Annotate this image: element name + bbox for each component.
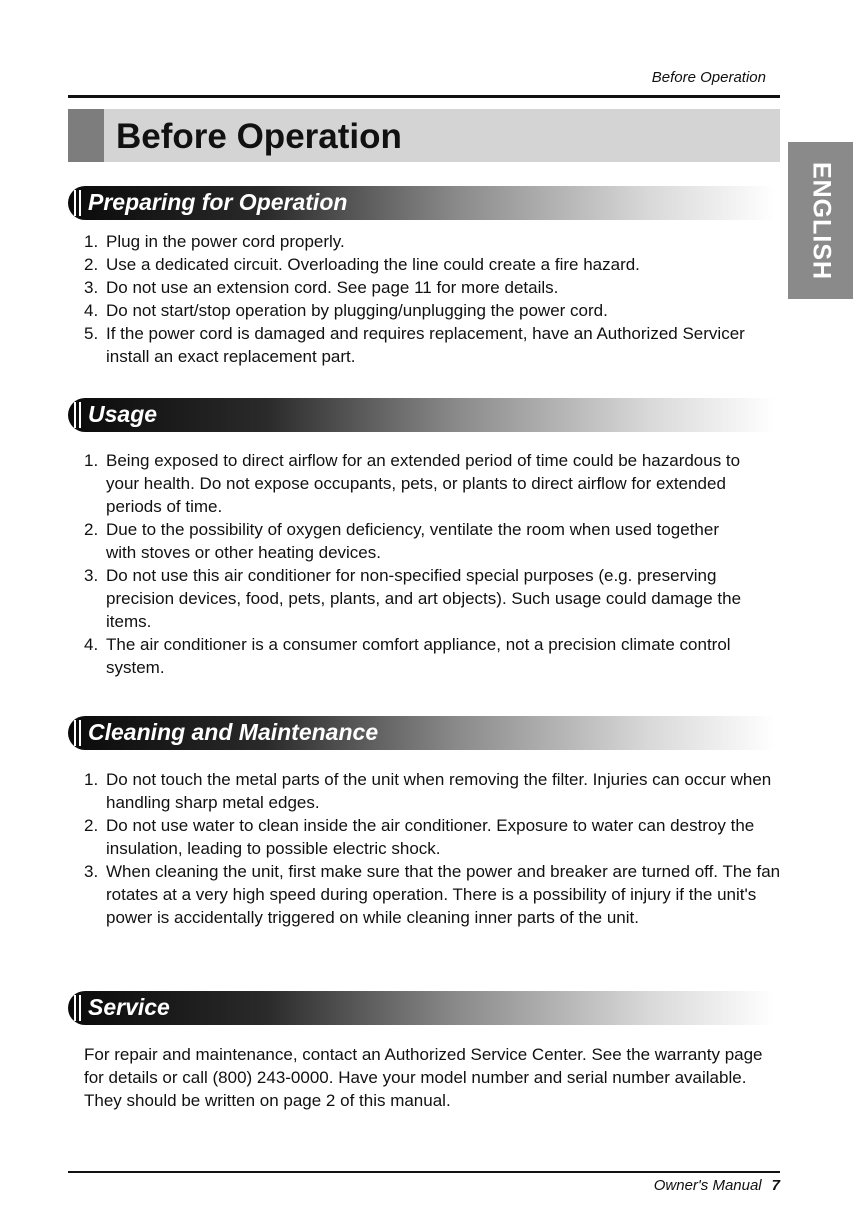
- page-title-bar: [68, 109, 780, 162]
- item-text: Use a dedicated circuit. Overloading the line could create a fire hazard.: [106, 255, 640, 274]
- page-title: Before Operation: [116, 117, 402, 156]
- item-number: 4.: [84, 301, 99, 320]
- usage-list: [84, 449, 784, 679]
- item-number: 3.: [84, 278, 99, 297]
- list-item: [84, 518, 784, 564]
- list-item: [84, 860, 784, 929]
- item-number: 5.: [84, 324, 99, 343]
- list-item: [84, 814, 784, 860]
- item-number: 3.: [84, 566, 99, 585]
- title-accent-block: [68, 109, 104, 162]
- item-text: Do not use this air conditioner for non-specified special purposes (e.g. preserving precision devices, food, pets, plants, and art objects). Such usage could damage the items.: [106, 566, 742, 631]
- language-tab: [788, 142, 853, 299]
- item-text: Do not start/stop operation by plugging/unplugging the power cord.: [106, 301, 608, 320]
- item-text: Do not touch the metal parts of the unit when removing the filter. Injuries can occur when handling sharp metal edges.: [106, 770, 772, 812]
- list-item: [84, 768, 784, 814]
- item-number: 1.: [84, 770, 99, 789]
- list-item: [84, 299, 784, 322]
- section-header-preparing: [68, 186, 775, 220]
- section-title: Preparing for Operation: [88, 189, 348, 215]
- section-title: Service: [88, 994, 170, 1020]
- footer-label: Owner's Manual: [653, 1177, 762, 1194]
- footer-rule: [68, 1171, 780, 1173]
- cleaning-list: [84, 768, 784, 929]
- language-tab-label: ENGLISH: [807, 161, 835, 280]
- list-item: [84, 276, 784, 299]
- list-item: [84, 230, 784, 253]
- footer: [654, 1177, 780, 1194]
- item-text: Being exposed to direct airflow for an extended period of time could be hazardous to your health. Do not expose occupants, pets, or plants to direct airflow for extended periods of time.: [106, 451, 741, 516]
- item-number: 1.: [84, 232, 99, 251]
- list-item: [84, 633, 784, 679]
- section-title: Cleaning and Maintenance: [88, 719, 379, 745]
- item-number: 4.: [84, 635, 99, 654]
- preparing-list: [84, 230, 784, 368]
- list-item: [84, 564, 784, 633]
- item-text: Do not use an extension cord. See page 11 for more details.: [106, 278, 559, 297]
- section-header-cleaning: [68, 716, 775, 750]
- item-text: Do not use water to clean inside the air conditioner. Exposure to water can destroy the insulation, leading to possible electric shock.: [106, 816, 755, 858]
- item-text: When cleaning the unit, first make sure that the power and breaker are turned off. The fan rotates at a very high speed during operation. There is a possibility of injury if the unit's power is accidentally triggered on while cleaning inner parts of the unit.: [106, 862, 781, 927]
- item-text: The air conditioner is a consumer comfort appliance, not a precision climate control system.: [106, 635, 731, 677]
- service-paragraph: For repair and maintenance, contact an Authorized Service Center. See the warranty page for details or call (800) 243-0000. Have your model number and serial number available. They should be written on page 2 of this manual.: [84, 1045, 763, 1110]
- item-number: 2.: [84, 520, 99, 539]
- item-text: If the power cord is damaged and requires replacement, have an Authorized Servicer install an exact replacement part.: [106, 324, 745, 366]
- item-number: 2.: [84, 255, 99, 274]
- section-header-service: [68, 991, 775, 1025]
- item-number: 2.: [84, 816, 99, 835]
- item-number: 3.: [84, 862, 99, 881]
- list-item: [84, 253, 784, 276]
- list-item: [84, 322, 784, 368]
- header-rule: [68, 95, 780, 98]
- section-header-usage: [68, 398, 775, 432]
- running-header: Before Operation: [651, 69, 766, 86]
- item-text: Due to the possibility of oxygen deficiency, ventilate the room when used together with stoves or other heating devices.: [106, 520, 719, 562]
- item-text: Plug in the power cord properly.: [106, 232, 345, 251]
- section-title: Usage: [88, 401, 158, 427]
- list-item: [84, 449, 784, 518]
- page-number: 7: [771, 1177, 780, 1194]
- item-number: 1.: [84, 451, 99, 470]
